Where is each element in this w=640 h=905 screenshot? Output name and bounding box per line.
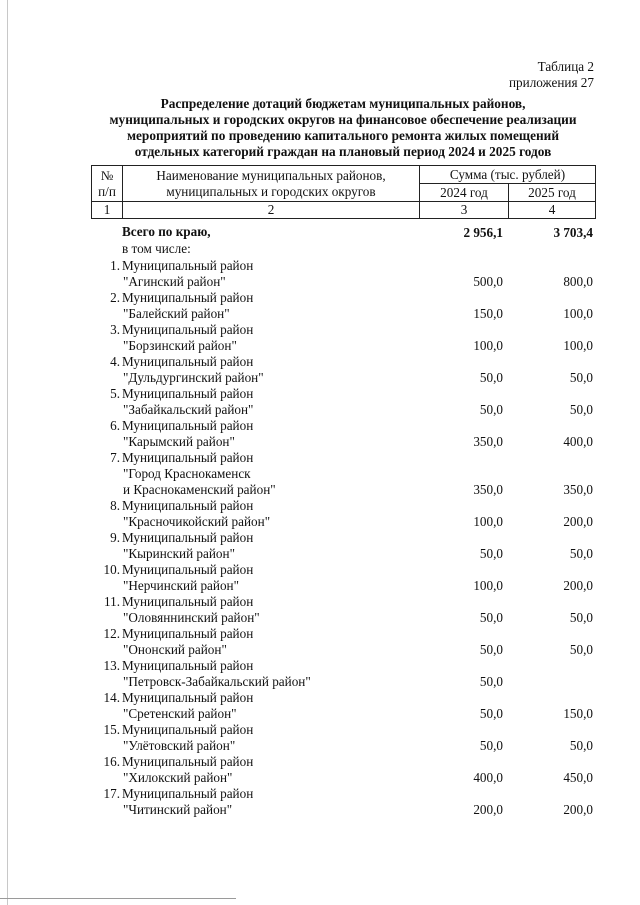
table-row [91,658,595,690]
district-name-line: Муниципальный район [122,786,254,801]
table-row [91,754,595,786]
district-name-line: "Город Краснокаменск [123,466,251,481]
district-name [122,418,427,450]
header-name-label-1: Наименование муниципальных районов, [156,168,386,183]
amount-2024: 500,0 [473,274,503,289]
table-row [91,322,595,354]
including-label: в том числе: [122,241,191,256]
column-number-3: 3 [420,202,509,219]
district-name [122,354,427,386]
title-line-1: Распределение дотаций бюджетам муниципальных районов, [160,96,526,111]
table-row [91,258,595,290]
district-name [122,498,427,530]
table-row [91,498,595,530]
table-reference [509,59,594,90]
total-2024: 2 956,1 [463,225,503,240]
subtotal-caption-row [91,241,595,257]
table-row [91,690,595,722]
district-name [122,690,427,722]
header-sum-cell: Сумма (тыс. рублей) [420,166,596,184]
amount-2024: 100,0 [473,514,503,529]
district-name-line: Муниципальный район [122,322,254,337]
district-name [122,258,427,290]
district-name-line: "Балейский район" [123,306,230,321]
table-row [91,562,595,594]
document-title [78,96,608,160]
district-name-line: и Краснокаменский район" [123,482,276,497]
row-number: 10. [103,562,120,577]
district-name-line: Муниципальный район [122,450,254,465]
row-number: 11. [104,594,120,609]
district-name-line: "Петровск-Забайкальский район" [123,674,311,689]
column-number-2: 2 [123,202,420,219]
row-number: 17. [103,786,120,801]
district-name [122,754,427,786]
row-number: 13. [103,658,120,673]
district-name-line: "Оловяннинский район" [123,610,260,625]
district-name [122,594,427,626]
total-label: Всего по краю, [122,224,211,239]
district-name-line: "Нерчинский район" [123,578,239,593]
amount-2025: 50,0 [569,370,593,385]
amount-2025: 50,0 [569,738,593,753]
table-row [91,530,595,562]
amount-2024: 50,0 [479,402,503,417]
amount-2024: 350,0 [473,434,503,449]
amount-2025: 200,0 [563,514,593,529]
district-name [122,322,427,354]
amount-2024: 150,0 [473,306,503,321]
reference-line-1: Таблица 2 [537,59,594,74]
amount-2025: 50,0 [569,642,593,657]
scan-margin-line [7,0,8,905]
row-number: 8. [110,498,120,513]
header-name-label-2: муниципальных и городских округов [166,183,376,199]
row-number: 9. [110,530,120,545]
table-row [91,786,595,818]
amount-2025: 150,0 [563,706,593,721]
district-name [122,722,427,754]
district-name-line: Муниципальный район [122,386,254,401]
district-name [122,386,427,418]
district-name-line: Муниципальный район [122,418,254,433]
amount-2025: 400,0 [563,434,593,449]
table-row [91,626,595,658]
row-number: 1. [110,258,120,273]
column-number-4: 4 [509,202,596,219]
district-name [122,450,427,498]
district-name-line: "Ононский район" [123,642,227,657]
amount-2025: 350,0 [563,482,593,497]
row-number: 14. [103,690,120,705]
row-number: 6. [110,418,120,433]
district-name-line: Муниципальный район [122,498,254,513]
district-name-line: "Хилокский район" [123,770,233,785]
district-name-line: "Кыринский район" [123,546,235,561]
amount-2025: 100,0 [563,306,593,321]
amount-2024: 50,0 [479,706,503,721]
district-name [122,626,427,658]
district-name-line: Муниципальный район [122,594,254,609]
amount-2024: 350,0 [473,482,503,497]
district-name-line: "Дульдургинский район" [123,370,264,385]
column-number-1: 1 [92,202,123,219]
district-name-line: "Улётовский район" [123,738,236,753]
amount-2024: 50,0 [479,738,503,753]
amount-2024: 50,0 [479,642,503,657]
district-name-line: "Забайкальский район" [123,402,254,417]
header-name-cell [123,166,420,202]
header-year-2024: 2024 год [420,184,509,202]
table-row [91,290,595,322]
amount-2024: 200,0 [473,802,503,817]
header-num-cell [92,166,123,202]
table-body [91,224,595,818]
amount-2025: 50,0 [569,546,593,561]
district-name-line: "Агинский район" [123,274,226,289]
header-year-2025: 2025 год [509,184,596,202]
scan-bottom-line [0,898,236,899]
title-line-3: мероприятий по проведению капитального ремонта жилых помещений [126,128,560,143]
total-row [91,224,595,241]
table-header [91,165,596,219]
district-name-line: Муниципальный район [122,258,254,273]
amount-2025: 200,0 [563,802,593,817]
amount-2025: 50,0 [569,402,593,417]
district-name-line: Муниципальный район [122,690,254,705]
district-name-line: "Читинский район" [123,802,233,817]
district-name-line: "Карымский район" [123,434,235,449]
amount-2024: 50,0 [479,546,503,561]
district-name [122,658,427,690]
amount-2024: 50,0 [479,674,503,689]
amount-2025: 200,0 [563,578,593,593]
table-row [91,594,595,626]
table-row [91,722,595,754]
district-name-line: "Сретенский район" [123,706,237,721]
row-number: 5. [110,386,120,401]
reference-line-2: приложения 27 [508,74,594,90]
header-num-label-2: п/п [98,183,116,199]
district-name-line: Муниципальный район [122,354,254,369]
title-line-2: муниципальных и городских округов на финансовое обеспечение реализации [109,112,577,127]
amount-2024: 50,0 [479,610,503,625]
row-number: 16. [103,754,120,769]
row-number: 12. [103,626,120,641]
table-row [91,418,595,450]
district-name-line: Муниципальный район [122,530,254,545]
table-row [91,450,595,498]
district-name-line: Муниципальный район [122,658,254,673]
table-row [91,386,595,418]
district-name [122,786,427,818]
district-name-line: Муниципальный район [122,290,254,305]
district-name-line: Муниципальный район [122,754,254,769]
header-num-label-1: № [100,168,114,183]
district-name-line: Муниципальный район [122,722,254,737]
amount-2024: 400,0 [473,770,503,785]
district-name-line: Муниципальный район [122,626,254,641]
row-number: 2. [110,290,120,305]
title-line-4: отдельных категорий граждан на плановый период 2024 и 2025 годов [134,144,552,159]
amount-2024: 50,0 [479,370,503,385]
row-number: 4. [110,354,120,369]
amount-2025: 450,0 [563,770,593,785]
total-2025: 3 703,4 [553,225,593,240]
amount-2025: 800,0 [563,274,593,289]
row-number: 3. [110,322,120,337]
district-name-line: "Красночикойский район" [123,514,271,529]
amount-2025: 50,0 [569,610,593,625]
district-name [122,530,427,562]
amount-2024: 100,0 [473,338,503,353]
table-row [91,354,595,386]
amount-2024: 100,0 [473,578,503,593]
row-number: 7. [110,450,120,465]
district-name [122,290,427,322]
row-number: 15. [103,722,120,737]
district-name-line: "Борзинский район" [123,338,237,353]
amount-2025: 100,0 [563,338,593,353]
district-name [122,562,427,594]
district-name-line: Муниципальный район [122,562,254,577]
